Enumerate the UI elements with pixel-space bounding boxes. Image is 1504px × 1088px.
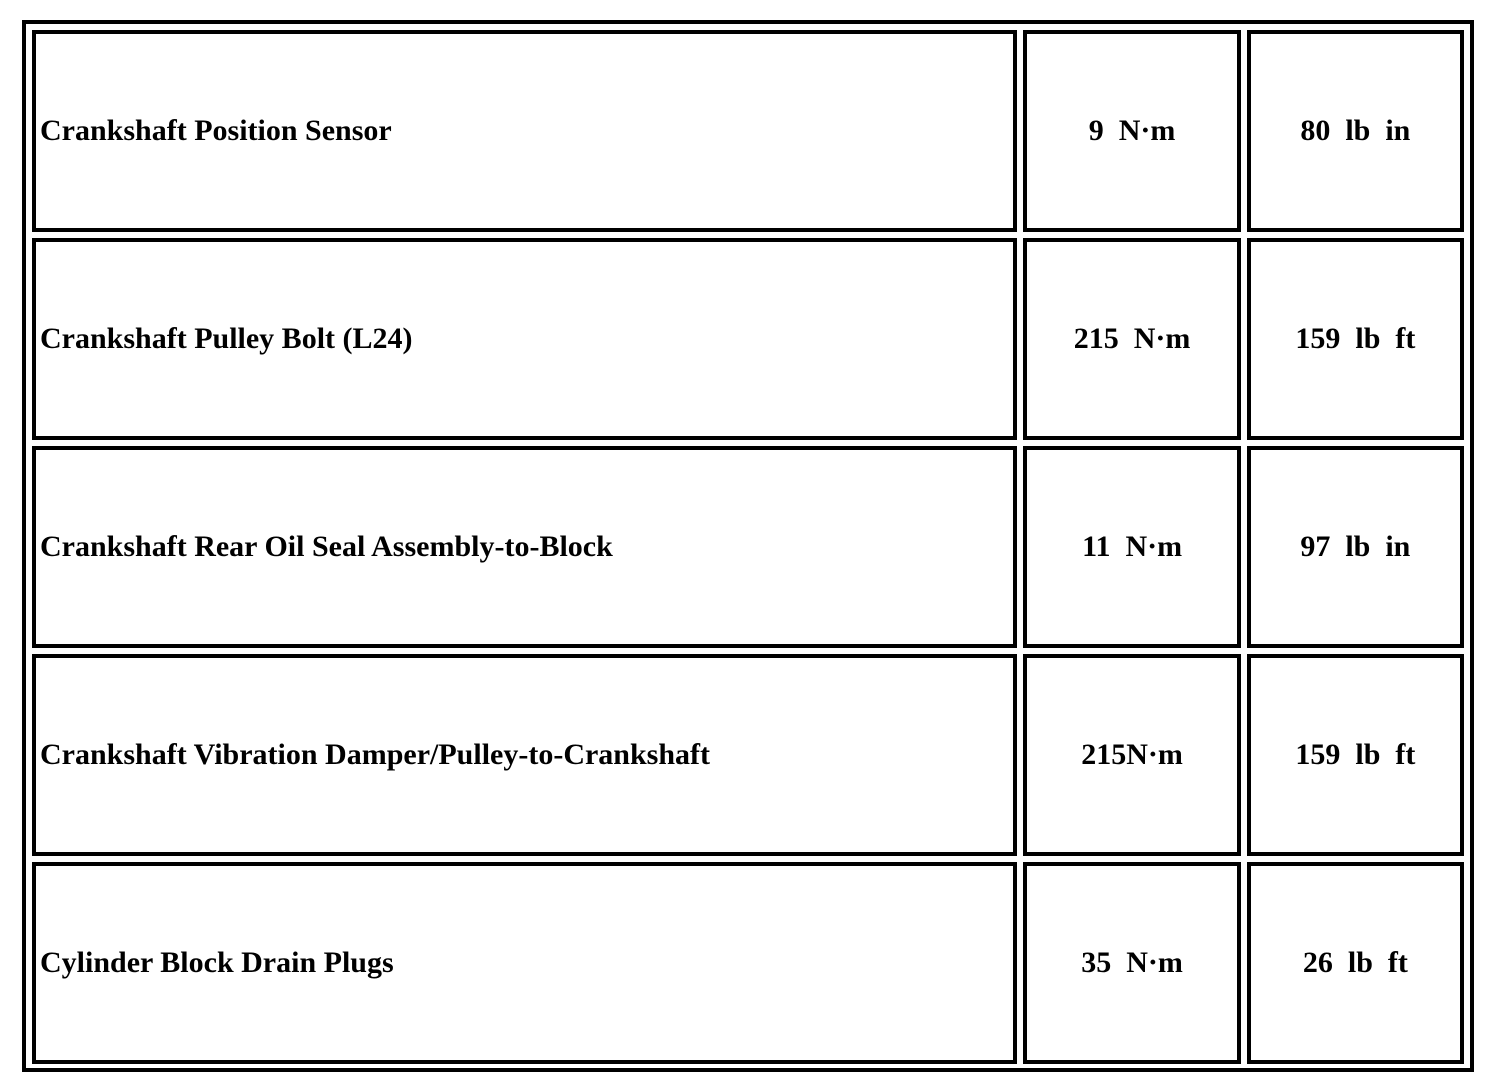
table-row bbox=[32, 446, 1464, 648]
fastener-name-cell: Crankshaft Position Sensor bbox=[32, 30, 1017, 232]
metric-torque-cell: 215 N·m bbox=[1023, 238, 1240, 440]
fastener-name-cell: Crankshaft Pulley Bolt (L24) bbox=[32, 238, 1017, 440]
table-row bbox=[32, 654, 1464, 856]
table-row bbox=[32, 30, 1464, 232]
table-row bbox=[32, 238, 1464, 440]
metric-torque-cell: 11 N·m bbox=[1023, 446, 1240, 648]
torque-spec-table-frame bbox=[22, 20, 1474, 1072]
english-torque-cell: 159 lb ft bbox=[1247, 238, 1464, 440]
metric-torque-cell: 9 N·m bbox=[1023, 30, 1240, 232]
metric-torque-cell: 35 N·m bbox=[1023, 862, 1240, 1064]
metric-torque-cell: 215N·m bbox=[1023, 654, 1240, 856]
fastener-name-cell: Cylinder Block Drain Plugs bbox=[32, 862, 1017, 1064]
english-torque-cell: 80 lb in bbox=[1247, 30, 1464, 232]
fastener-name-cell: Crankshaft Rear Oil Seal Assembly-to-Block bbox=[32, 446, 1017, 648]
torque-spec-table bbox=[26, 24, 1470, 1070]
english-torque-cell: 159 lb ft bbox=[1247, 654, 1464, 856]
table-row bbox=[32, 862, 1464, 1064]
english-torque-cell: 97 lb in bbox=[1247, 446, 1464, 648]
fastener-name-cell: Crankshaft Vibration Damper/Pulley-to-Crankshaft bbox=[32, 654, 1017, 856]
english-torque-cell: 26 lb ft bbox=[1247, 862, 1464, 1064]
